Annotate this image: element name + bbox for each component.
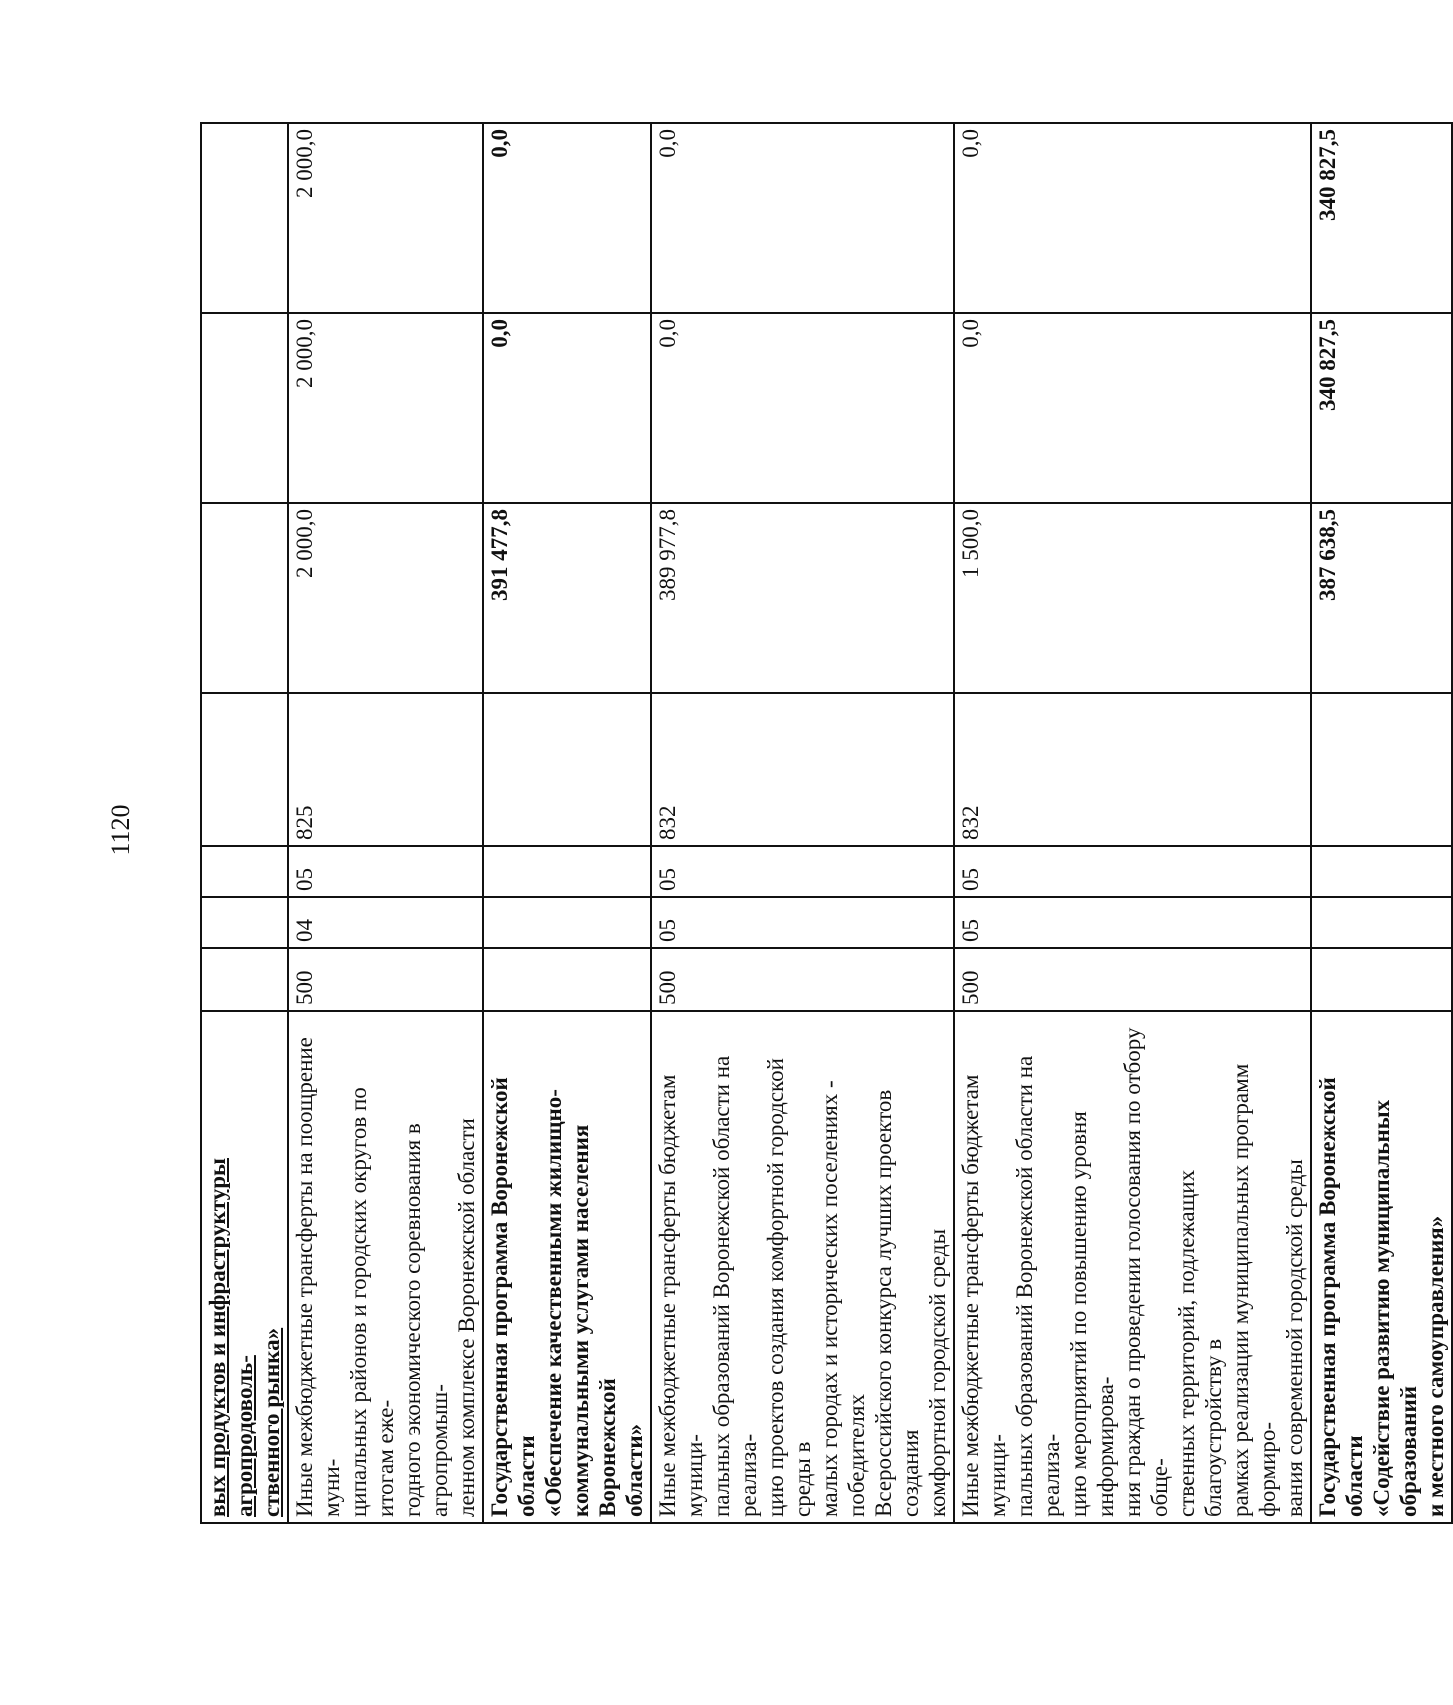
row-name-cell <box>288 1011 483 1523</box>
row-name-line: Всероссийского конкурса лучших проектов создания <box>871 1089 923 1517</box>
code-cell-target: 825 <box>288 693 483 846</box>
row-name-cell <box>1311 1011 1452 1523</box>
row-name-line: пальных образований Воронежской области на реализа- <box>1012 1055 1064 1517</box>
row-name-cell <box>954 1011 1311 1523</box>
row-name-cell <box>483 1011 651 1523</box>
row-name-line: Иные межбюджетные трансферты на поощрение муни- <box>292 1037 344 1517</box>
row-name-line: Государственная программа Воронежской области <box>1315 1077 1367 1517</box>
row-name-line: Иные межбюджетные трансферты бюджетам муници- <box>655 1074 707 1517</box>
rotated-table-wrapper <box>200 124 1448 1524</box>
row-name-line: малых городах и исторических поселениях - победителях <box>817 1080 869 1517</box>
row-name-line: ленном комплексе Воронежской области <box>454 1118 479 1517</box>
row-name-line: пальных образований Воронежской области на реализа- <box>709 1055 761 1517</box>
value-cell-year3: 340 827,5 <box>1311 123 1452 313</box>
table-row <box>201 123 288 1523</box>
code-cell-target <box>483 693 651 846</box>
row-name-line: вых продуктов и инфраструктуры агропродоволь- <box>205 1158 257 1517</box>
value-cell-year1: 2 000,0 <box>288 503 483 693</box>
value-cell-year1: 1 500,0 <box>954 503 1311 693</box>
row-name-cell <box>651 1011 954 1523</box>
value-cell-year3 <box>201 123 288 313</box>
row-name-line: вания современной городской среды <box>1282 1159 1307 1517</box>
value-cell-year3: 0,0 <box>954 123 1311 313</box>
code-cell-pr <box>483 846 651 897</box>
value-cell-year2: 340 827,5 <box>1311 313 1452 503</box>
value-cell-year3: 2 000,0 <box>288 123 483 313</box>
table-row <box>483 123 651 1523</box>
row-name-cell <box>201 1011 288 1523</box>
code-cell-rz: 05 <box>954 897 1311 948</box>
table-row <box>288 123 483 1523</box>
row-name-line: коммунальными услугами населения Воронежской <box>568 1124 620 1517</box>
code-cell-target: 832 <box>954 693 1311 846</box>
row-name-line: и местного самоуправления» <box>1423 1215 1448 1517</box>
budget-table <box>200 122 1453 1524</box>
code-cell-gr <box>483 948 651 1011</box>
row-name-line: ципальных районов и городских округов по итогам еже- <box>346 1087 398 1517</box>
code-cell-gr: 500 <box>288 948 483 1011</box>
value-cell-year1: 389 977,8 <box>651 503 954 693</box>
code-cell-gr: 500 <box>651 948 954 1011</box>
row-name-line: цию проектов создания комфортной городской среды в <box>763 1058 815 1517</box>
row-name-line: ственного рынка» <box>259 1327 284 1517</box>
code-cell-gr <box>1311 948 1452 1011</box>
value-cell-year3: 0,0 <box>483 123 651 313</box>
value-cell-year2: 2 000,0 <box>288 313 483 503</box>
code-cell-rz <box>483 897 651 948</box>
code-cell-pr: 05 <box>954 846 1311 897</box>
code-cell-pr: 05 <box>288 846 483 897</box>
table-row <box>651 123 954 1523</box>
value-cell-year2 <box>201 313 288 503</box>
row-name-line: Государственная программа Воронежской области <box>487 1077 539 1517</box>
code-cell-target: 832 <box>651 693 954 846</box>
value-cell-year1: 391 477,8 <box>483 503 651 693</box>
value-cell-year2: 0,0 <box>483 313 651 503</box>
code-cell-pr: 05 <box>651 846 954 897</box>
code-cell-gr <box>201 948 288 1011</box>
row-name-line: ния граждан о проведении голосования по отбору обще- <box>1120 1027 1172 1517</box>
row-name-line: области» <box>622 1423 647 1517</box>
table-body <box>201 123 1452 1523</box>
row-name-line: цию мероприятий по повышению уровня информирова- <box>1066 1111 1118 1517</box>
row-name-line: комфортной городской среды <box>925 1228 950 1517</box>
code-cell-gr: 500 <box>954 948 1311 1011</box>
code-cell-rz <box>1311 897 1452 948</box>
value-cell-year1 <box>201 503 288 693</box>
page-number: 1120 <box>106 804 135 856</box>
code-cell-target <box>201 693 288 846</box>
code-cell-pr <box>201 846 288 897</box>
table-row <box>1311 123 1452 1523</box>
code-cell-rz: 04 <box>288 897 483 948</box>
row-name-line: рамках реализации муниципальных программ формиро- <box>1228 1063 1280 1517</box>
value-cell-year3: 0,0 <box>651 123 954 313</box>
code-cell-pr <box>1311 846 1452 897</box>
table-row <box>954 123 1311 1523</box>
row-name-line: Иные межбюджетные трансферты бюджетам муници- <box>958 1074 1010 1517</box>
row-name-line: ственных территорий, подлежащих благоустройству в <box>1174 1169 1226 1517</box>
row-name-line: «Содействие развитию муниципальных образований <box>1369 1099 1421 1517</box>
value-cell-year1: 387 638,5 <box>1311 503 1452 693</box>
code-cell-target <box>1311 693 1452 846</box>
row-name-line: годного экономического соревнования в агропромыш- <box>400 1123 452 1517</box>
value-cell-year2: 0,0 <box>651 313 954 503</box>
value-cell-year2: 0,0 <box>954 313 1311 503</box>
row-name-line: «Обеспечение качественными жилищно- <box>541 1089 566 1517</box>
code-cell-rz <box>201 897 288 948</box>
code-cell-rz: 05 <box>651 897 954 948</box>
